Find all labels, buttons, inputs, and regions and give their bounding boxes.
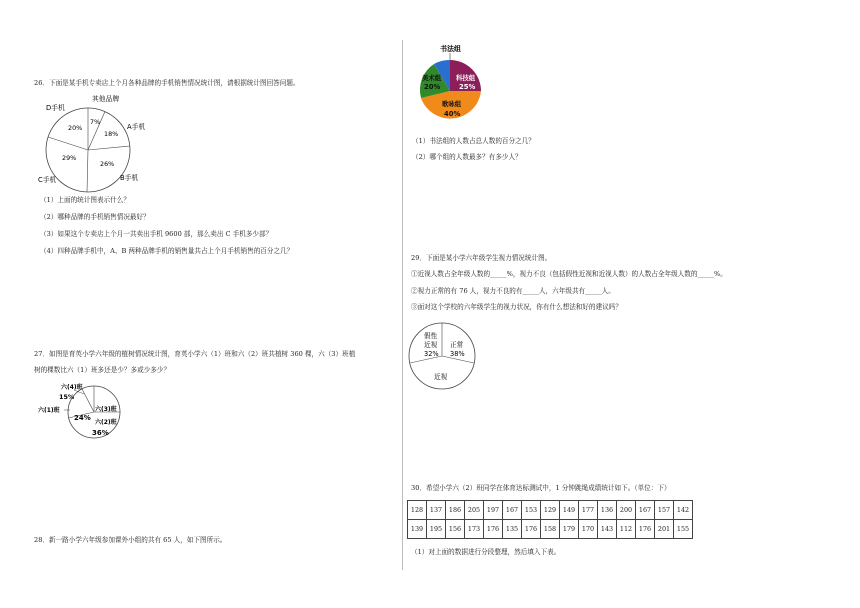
q26-sub3: （3）如果这个专卖店上个月一共卖出手机 9600 部，那么卖出 C 手机多少部？	[40, 230, 273, 238]
q26-pct-a: 18%	[104, 130, 119, 138]
q26-label-b: B手机	[120, 174, 139, 182]
table-cell: 179	[560, 520, 579, 539]
table-cell: 201	[655, 520, 674, 539]
q26-pct-d: 20%	[68, 124, 83, 132]
q28-label-wudao: 歌咏组	[442, 100, 462, 108]
table-cell: 112	[617, 520, 636, 539]
table-cell: 143	[598, 520, 617, 539]
table-cell: 167	[503, 501, 522, 520]
table-cell: 167	[636, 501, 655, 520]
table-row	[408, 501, 693, 520]
q26-label-c: C手机	[38, 176, 57, 184]
q28-stem: 28．新一路小学六年级参加课外小组的共有 65 人，如下图所示。	[34, 536, 227, 544]
table-cell: 142	[674, 501, 693, 520]
q26-label-d: D手机	[46, 104, 65, 112]
q26-pct-b: 26%	[100, 160, 115, 168]
table-cell: 149	[560, 501, 579, 520]
q26-label-a: A手机	[127, 123, 146, 131]
table-cell: 176	[484, 520, 503, 539]
q27-pct-c4: 15%	[59, 393, 75, 401]
q29-line3: ③面对这个学校的六年级学生的视力状况，你有什么想法和好的建议吗？	[411, 303, 622, 311]
q27-pct-c2: 36%	[92, 429, 109, 437]
q26-stem: 26．下面是某手机专卖店上个月各种品牌的手机销售情况统计图，请根据统计图回答问题。	[34, 79, 300, 87]
table-cell: 137	[427, 501, 446, 520]
table-cell: 135	[503, 520, 522, 539]
table-cell: 186	[446, 501, 465, 520]
q29-stem: 29．下面是某小学六年级学生视力情况统计图。	[411, 254, 552, 262]
q28-pct-keji: 25%	[459, 83, 476, 91]
q27-stem-line1: 27．如图是育英小学六年级的植树情况统计图，育英小学六（1）班和六（2）班共植树 360 棵，六（3）班植	[34, 350, 356, 358]
table-cell: 156	[446, 520, 465, 539]
q28-sub1: （1）书法组的人数占总人数的百分之几？	[412, 137, 535, 145]
q29-line1: ①近视人数占全年级人数的_____%，视力不良（包括假性近视和近视人数）的人数占全年级人数的_____%。	[411, 270, 727, 278]
q26-pie-chart	[30, 94, 160, 194]
q26-label-other: 其他品牌	[92, 95, 120, 103]
table-cell: 157	[655, 501, 674, 520]
table-cell: 200	[617, 501, 636, 520]
q28-label-meishu: 美术组	[422, 74, 442, 82]
q29-pie-chart	[406, 318, 486, 394]
q28-label-shufa: 书法组	[440, 45, 461, 53]
page-divider	[402, 40, 403, 570]
table-cell: 128	[408, 501, 427, 520]
table-cell: 177	[579, 501, 598, 520]
q27-pct-c1: 24%	[74, 414, 91, 422]
q29-label-jiaxing: 假性	[424, 332, 438, 340]
q29-label-zhengchang: 正常	[450, 341, 464, 349]
q28-sub2: （2）哪个组的人数最多？有多少人？	[412, 153, 522, 161]
q30-sub1: （1）对上面的数据进行分段整理，然后填入下表。	[411, 548, 561, 556]
q26-sub2: （2）哪种品牌的手机销售情况最好？	[40, 213, 150, 221]
table-cell: 153	[522, 501, 541, 520]
q29-pct-zhengchang: 38%	[450, 350, 465, 358]
q27-label-c4: 六(4)班	[61, 384, 83, 391]
table-cell: 173	[465, 520, 484, 539]
table-cell: 158	[541, 520, 560, 539]
q27-pie-chart	[34, 380, 134, 442]
q30-score-table	[407, 500, 693, 539]
q27-label-c3: 六(3)班	[95, 406, 117, 413]
table-cell: 129	[541, 501, 560, 520]
q29-label-jinshi-a: 近视	[424, 341, 438, 349]
table-cell: 136	[598, 501, 617, 520]
q30-stem: 30．希望小学六（2）班同学在体育达标测试中，1 分钟跳绳成绩统计如下。（单位：下）	[411, 484, 671, 492]
table-cell: 205	[465, 501, 484, 520]
q26-pct-c: 29%	[62, 154, 77, 162]
table-row	[408, 520, 693, 539]
q28-label-keji: 科技组	[456, 74, 476, 82]
table-cell: 197	[484, 501, 503, 520]
q29-line2: ②视力正常的有 76 人，视力不良的有_____人，六年级共有_____人。	[411, 287, 615, 295]
q28-pct-wudao: 40%	[444, 110, 461, 118]
q26-sub4: （4）四种品牌手机中，A、B 两种品牌手机的销售量共占上个月手机销售的百分之几？	[40, 247, 294, 255]
table-cell: 195	[427, 520, 446, 539]
table-cell: 155	[674, 520, 693, 539]
table-cell: 170	[579, 520, 598, 539]
q26-sub1: （1）上面的统计图表示什么？	[40, 196, 130, 204]
q29-label-jinshi: 近视	[434, 373, 448, 381]
q28-pct-meishu: 20%	[424, 83, 441, 91]
table-cell: 139	[408, 520, 427, 539]
q27-label-c1: 六(1)班	[38, 407, 60, 414]
q29-pct-jiaxing: 32%	[424, 350, 439, 358]
table-cell: 176	[522, 520, 541, 539]
table-cell: 176	[636, 520, 655, 539]
q26-pct-other: 7%	[90, 118, 101, 126]
q28-pie-chart	[410, 40, 500, 128]
q27-stem-line2: 树的棵数比六（1）班多还是少？多或少多少？	[34, 366, 171, 374]
q27-label-c2: 六(2)班	[95, 419, 117, 426]
